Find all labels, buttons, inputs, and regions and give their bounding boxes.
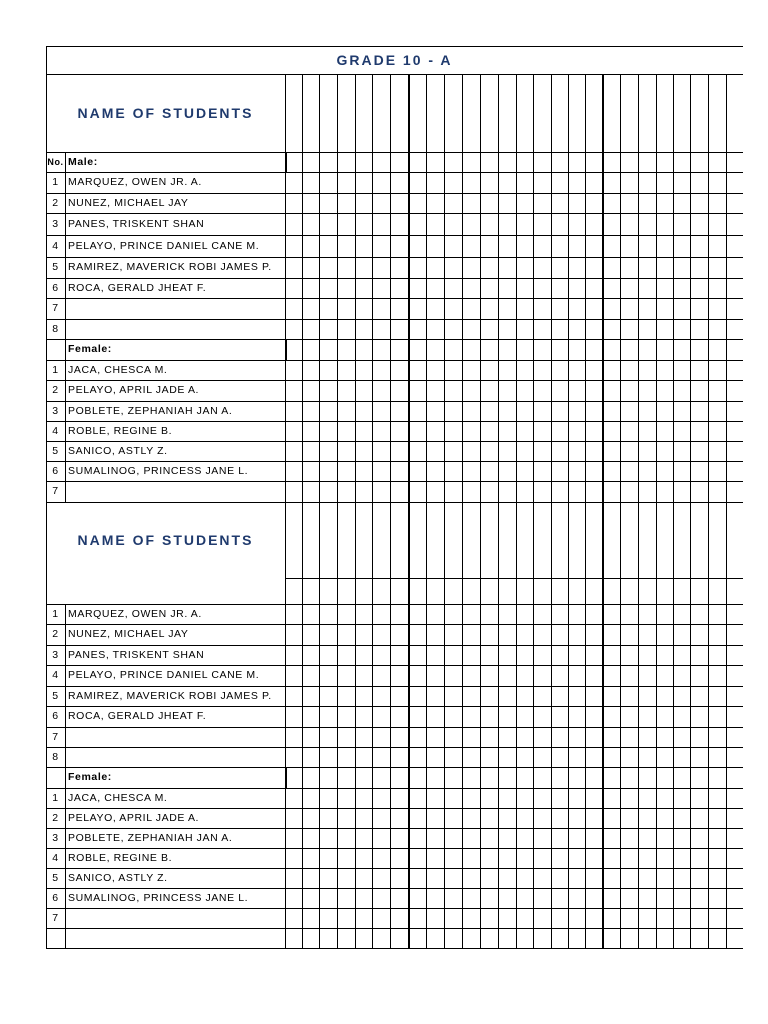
group-label: Male: xyxy=(68,155,98,168)
grid-column-line xyxy=(708,74,709,948)
subheader-line xyxy=(285,578,743,579)
row-number: 4 xyxy=(52,239,59,252)
student-name xyxy=(68,747,285,767)
row-number: 3 xyxy=(52,217,59,230)
student-name: NUNEZ, MICHAEL JAY xyxy=(68,628,189,641)
grid-column-line xyxy=(638,74,639,948)
student-name: MARQUEZ, OWEN JR. A. xyxy=(68,607,202,620)
grid-column-line xyxy=(620,74,621,948)
grid-column-line xyxy=(533,74,534,948)
row-number: 6 xyxy=(52,281,59,294)
grade-title: GRADE 10 - A xyxy=(336,52,453,68)
student-name: RAMIREZ, MAVERICK ROBI JAMES P. xyxy=(68,689,272,702)
student-name: PELAYO, PRINCE DANIEL CANE M. xyxy=(68,669,260,682)
grid-column-line xyxy=(690,74,691,948)
grid-column-line xyxy=(551,74,552,948)
row-number: 7 xyxy=(52,302,59,315)
row-number xyxy=(46,928,65,948)
row-number: 1 xyxy=(52,607,59,620)
student-name: ROCA, GERALD JHEAT F. xyxy=(68,281,207,294)
student-name: RAMIREZ, MAVERICK ROBI JAMES P. xyxy=(68,261,272,274)
grid-column-line xyxy=(319,74,320,948)
grid-column-line xyxy=(285,74,286,948)
grid-column-line xyxy=(426,74,427,948)
number-column-header: No. xyxy=(47,156,64,167)
student-name: JACA, CHESCA M. xyxy=(68,363,168,376)
grid-column-line xyxy=(516,74,517,948)
student-name: MARQUEZ, OWEN JR. A. xyxy=(68,176,202,189)
student-name: ROBLE, REGINE B. xyxy=(68,424,173,437)
group-label: Female: xyxy=(68,771,112,784)
row-number: 5 xyxy=(52,689,59,702)
student-name: PELAYO, PRINCE DANIEL CANE M. xyxy=(68,239,260,252)
grid-column-line xyxy=(444,74,445,948)
student-name xyxy=(68,908,285,928)
student-name: ROBLE, REGINE B. xyxy=(68,851,173,864)
student-name xyxy=(68,481,285,502)
student-name xyxy=(68,298,285,319)
student-name xyxy=(68,928,285,948)
row-number: 8 xyxy=(52,322,59,335)
grid-column-line xyxy=(372,74,373,948)
row-number: 5 xyxy=(52,871,59,884)
student-name: PELAYO, APRIL JADE A. xyxy=(68,811,200,824)
section-heading: NAME OF STUDENTS xyxy=(77,532,254,548)
grid-column-line xyxy=(656,74,657,948)
row-number: 2 xyxy=(52,628,59,641)
row-number: 2 xyxy=(52,384,59,397)
grid-column-line xyxy=(302,74,303,948)
row-number: 4 xyxy=(52,851,59,864)
grid-column-line xyxy=(355,74,356,948)
row-number: 2 xyxy=(52,196,59,209)
student-name: JACA, CHESCA M. xyxy=(68,791,168,804)
row-number: 5 xyxy=(52,261,59,274)
number-column-border xyxy=(65,604,66,948)
student-name: SUMALINOG, PRINCESS JANE L. xyxy=(68,891,249,904)
student-name: SUMALINOG, PRINCESS JANE L. xyxy=(68,464,249,477)
group-label: Female: xyxy=(68,343,112,356)
row-number: 6 xyxy=(52,464,59,477)
row-number: 3 xyxy=(52,404,59,417)
student-name: POBLETE, ZEPHANIAH JAN A. xyxy=(68,831,233,844)
section-heading: NAME OF STUDENTS xyxy=(77,105,254,121)
row-number: 7 xyxy=(52,730,59,743)
student-name: PANES, TRISKENT SHAN xyxy=(68,217,205,230)
student-name: PANES, TRISKENT SHAN xyxy=(68,648,205,661)
grid-column-line xyxy=(337,74,338,948)
row-number: 5 xyxy=(52,444,59,457)
row-number: 1 xyxy=(52,791,59,804)
row-number: 6 xyxy=(52,891,59,904)
student-name: SANICO, ASTLY Z. xyxy=(68,444,168,457)
student-name xyxy=(68,727,285,747)
row-number: 6 xyxy=(52,710,59,723)
row-number: 1 xyxy=(52,176,59,189)
row-number: 3 xyxy=(52,831,59,844)
row-number: 1 xyxy=(52,363,59,376)
student-name: PELAYO, APRIL JADE A. xyxy=(68,384,200,397)
grid-column-line xyxy=(480,74,481,948)
grid-column-line xyxy=(726,74,727,948)
grid-column-line xyxy=(498,74,499,948)
row-number: 7 xyxy=(52,485,59,498)
grid-column-line xyxy=(585,74,586,948)
row-number: 2 xyxy=(52,811,59,824)
student-name: NUNEZ, MICHAEL JAY xyxy=(68,196,189,209)
student-name: SANICO, ASTLY Z. xyxy=(68,871,168,884)
grid-column-line xyxy=(390,74,391,948)
grid-column-divider-thick xyxy=(602,74,604,948)
row-line xyxy=(46,948,743,949)
row-number: 8 xyxy=(52,750,59,763)
grid-column-line xyxy=(462,74,463,948)
row-number: 4 xyxy=(52,424,59,437)
row-number: 7 xyxy=(52,911,59,924)
grid-column-divider-thick xyxy=(408,74,410,948)
student-name: ROCA, GERALD JHEAT F. xyxy=(68,710,207,723)
student-name: POBLETE, ZEPHANIAH JAN A. xyxy=(68,404,233,417)
student-name xyxy=(68,319,285,339)
row-number: 4 xyxy=(52,669,59,682)
row-number: 3 xyxy=(52,648,59,661)
grid-column-line xyxy=(568,74,569,948)
grid-column-line xyxy=(673,74,674,948)
number-column-border xyxy=(65,152,66,502)
